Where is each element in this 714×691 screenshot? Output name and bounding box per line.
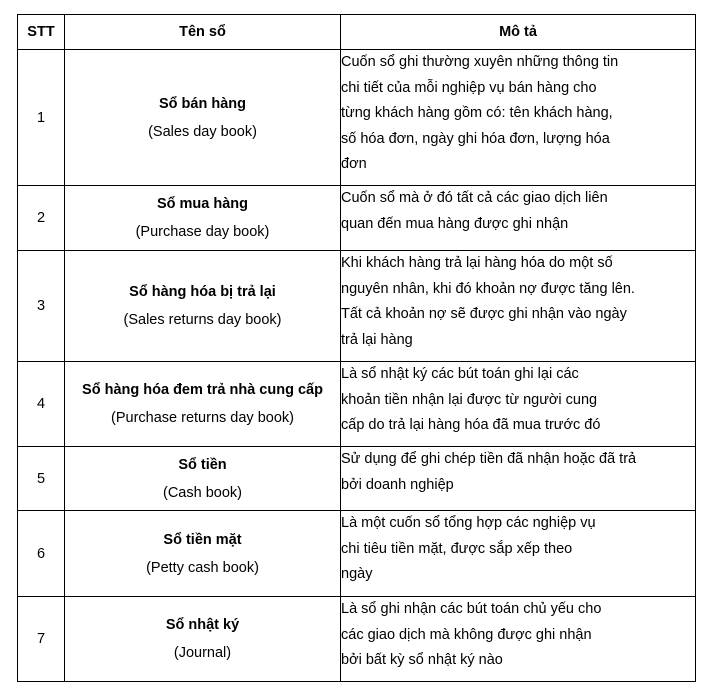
description-line: bởi bất kỳ sổ nhật ký nào	[341, 652, 503, 668]
book-name-en: (Purchase returns day book)	[111, 410, 294, 426]
description-line: Là sổ nhật ký các bút toán ghi lại các	[341, 366, 579, 382]
book-name-en: (Purchase day book)	[135, 224, 270, 240]
row-stt: 3	[18, 251, 65, 362]
book-name-en: (Sales returns day book)	[123, 312, 282, 328]
row-description	[341, 447, 696, 511]
description-line: Cuốn sổ ghi thường xuyên những thông tin	[341, 54, 619, 70]
description-line: trả lại hàng	[341, 331, 413, 348]
table-row	[18, 50, 696, 186]
row-description	[341, 511, 696, 597]
row-description	[341, 597, 696, 682]
book-name-vi: Sổ mua hàng	[156, 196, 249, 212]
row-description	[341, 251, 696, 362]
description-line: quan đến mua hàng được ghi nhận	[341, 215, 569, 232]
row-description	[341, 186, 696, 251]
description-line: Là một cuốn sổ tổng hợp các nghiệp vụ	[341, 515, 596, 531]
description-line: từng khách hàng gồm có: tên khách hàng,	[341, 105, 613, 121]
row-stt: 1	[18, 50, 65, 186]
table-row	[18, 186, 696, 251]
table-row	[18, 511, 696, 597]
account-books-table	[17, 14, 696, 682]
row-book-name	[65, 447, 341, 511]
row-stt: 7	[18, 597, 65, 682]
book-name-vi: Sổ hàng hóa đem trả nhà cung cấp	[82, 382, 323, 398]
header-desc: Mô tả	[341, 15, 696, 50]
description-line: nguyên nhân, khi đó khoản nợ được tăng lên.	[341, 280, 635, 297]
row-stt: 5	[18, 447, 65, 511]
row-book-name	[65, 511, 341, 597]
description-line: đơn	[341, 156, 367, 172]
header-stt: STT	[18, 15, 65, 50]
description-line: khoản tiền nhận lại được từ người cung	[341, 391, 598, 408]
table-row	[18, 447, 696, 511]
description-line: Là sổ ghi nhận các bút toán chủ yếu cho	[341, 601, 602, 617]
book-name-en: (Sales day book)	[148, 123, 257, 140]
book-name-vi: Sổ tiền	[178, 456, 227, 473]
description-line: cấp do trả lại hàng hóa đã mua trước đó	[341, 417, 601, 433]
row-book-name	[65, 597, 341, 682]
table-row	[18, 251, 696, 362]
description-line: Sử dụng để ghi chép tiền đã nhận hoặc đã trả	[341, 451, 637, 467]
description-line: Cuốn sổ mà ở đó tất cả các giao dịch liên	[341, 190, 608, 206]
row-stt: 4	[18, 362, 65, 447]
row-description	[341, 362, 696, 447]
book-name-en: (Journal)	[173, 645, 232, 661]
description-line: chi tiết của mỗi nghiệp vụ bán hàng cho	[341, 79, 597, 96]
book-name-vi: Sổ bán hàng	[159, 95, 246, 112]
book-name-vi: Sổ tiền mặt	[163, 531, 242, 548]
row-description	[341, 50, 696, 186]
row-stt: 6	[18, 511, 65, 597]
description-line: bởi doanh nghiệp	[341, 476, 454, 493]
description-line: các giao dịch mà không được ghi nhận	[341, 626, 592, 643]
description-line: ngày	[341, 566, 373, 582]
header-name: Tên sổ	[65, 15, 341, 50]
row-book-name	[65, 50, 341, 186]
description-line: chi tiêu tiền mặt, được sắp xếp theo	[341, 540, 573, 557]
book-name-en: (Petty cash book)	[146, 559, 259, 576]
description-line: Tất cả khoản nợ sẽ được ghi nhận vào ngày	[341, 306, 627, 322]
description-line: Khi khách hàng trả lại hàng hóa do một số	[341, 255, 613, 271]
book-name-vi: Sổ hàng hóa bị trả lại	[129, 284, 276, 300]
row-book-name	[65, 362, 341, 447]
description-line: số hóa đơn, ngày ghi hóa đơn, lượng hóa	[341, 130, 610, 147]
book-name-vi: Sổ nhật ký	[165, 617, 240, 633]
table-header-row	[18, 15, 696, 50]
row-book-name	[65, 251, 341, 362]
row-stt: 2	[18, 186, 65, 251]
table-row	[18, 597, 696, 682]
book-name-en: (Cash book)	[163, 484, 242, 501]
row-book-name	[65, 186, 341, 251]
table-row	[18, 362, 696, 447]
